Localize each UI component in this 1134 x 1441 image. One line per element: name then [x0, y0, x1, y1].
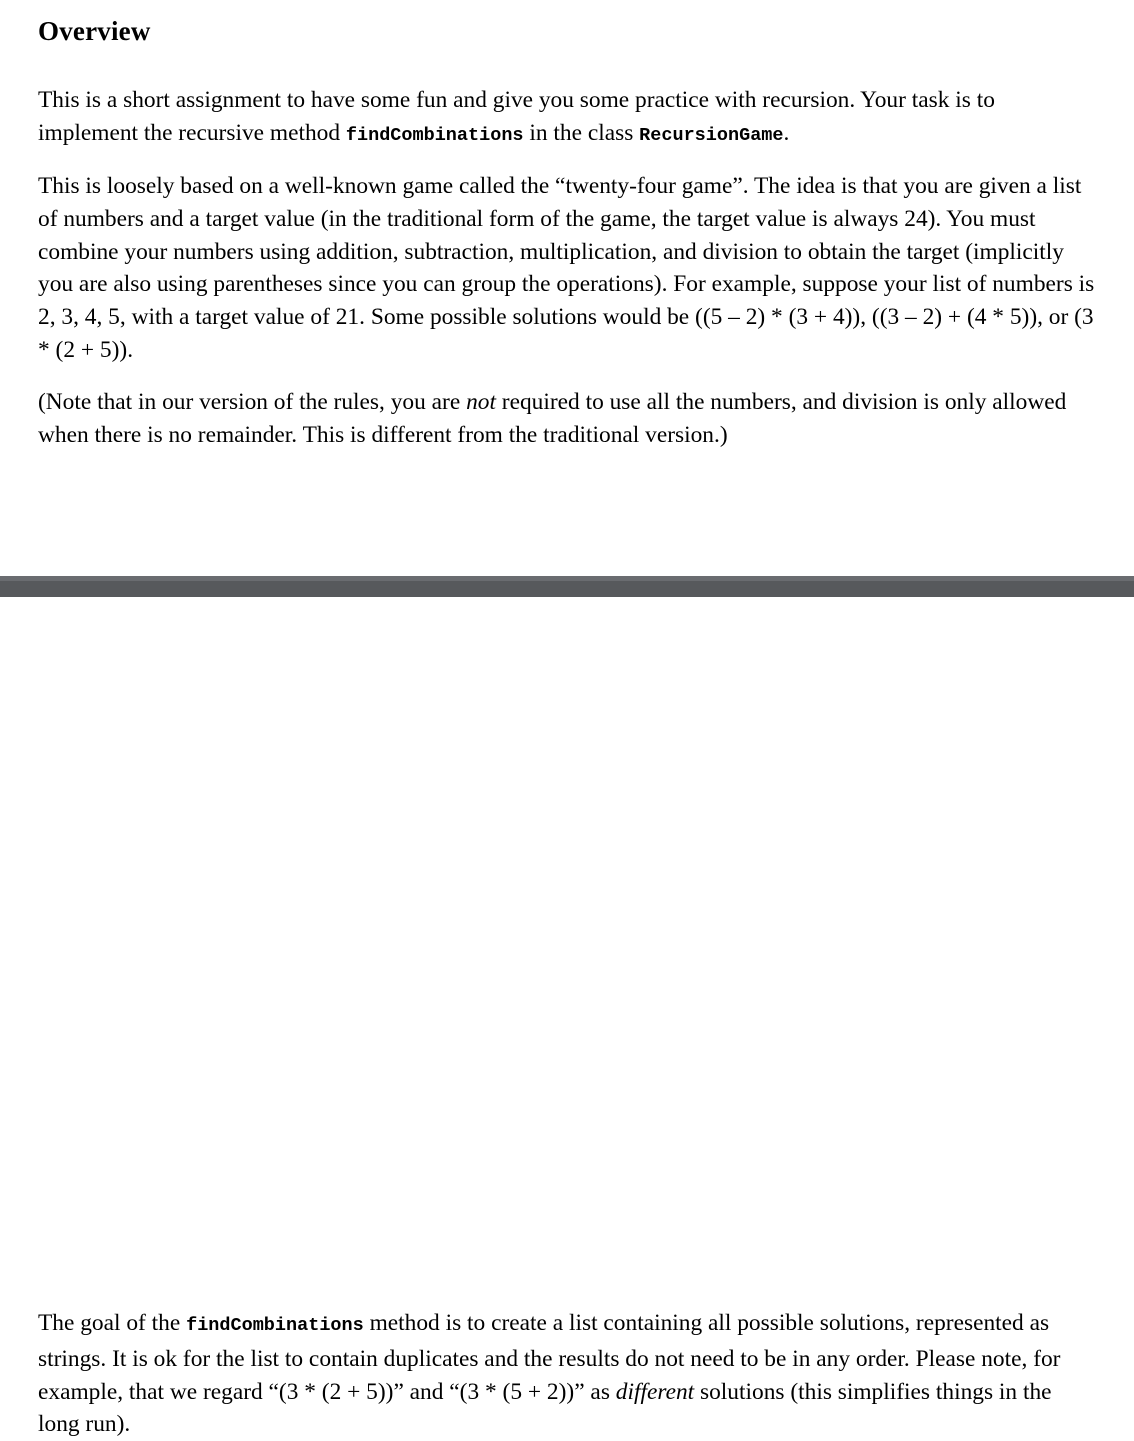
method-name-code: findCombinations	[345, 124, 524, 146]
method-name-code: findCombinations	[186, 1315, 364, 1336]
goal-text-3: solutions (this simplifies things in the long run).	[38, 1378, 1052, 1438]
note-text-1: (Note that in our version of the rules, you are	[38, 389, 467, 415]
intro-text-2: in the class	[523, 119, 640, 146]
intro-paragraph	[38, 84, 1098, 153]
game-description-paragraph: This is loosely based on a well-known game called the “twenty-four game”. The idea is that you are given a list of numbers and a target value (in the traditional form of the game, the target value is always 24). You must combine your numbers using addition, subtraction, multiplication, and division to obtain the target (implicitly you are also using parentheses since you can group the operations). For example, suppose your list of numbers is 2, 3, 4, 5, with a target value of 21. Some possible solutions would be ((5 – 2) * (3 + 4)), ((3 – 2) + (4 * 5)), or (3 * (2 + 5)).	[38, 173, 1095, 363]
goal-text-1: The goal of the	[38, 1310, 187, 1336]
rules-note-paragraph	[38, 386, 1098, 452]
section-heading: Overview	[38, 16, 151, 46]
document-page-top	[0, 0, 1134, 576]
note-emphasis: not	[466, 389, 496, 415]
page-break-separator	[0, 576, 1134, 597]
goal-text-2: method is to create a list containing all possible solutions, represented as strings. It is ok for the list to contain duplicates and the results do not need to be in any order. Please note, for example, that we regard “(3 * (2 + 5))” and “(3 * (5 + 2))” as	[38, 1310, 1061, 1405]
document-page-bottom	[0, 597, 1134, 1438]
note-text-2: required to use all the numbers, and division is only allowed when there is no remainder. This is different from the traditional version.)	[38, 389, 1067, 448]
intro-text-1: This is a short assignment to have some fun and give you some practice with recursion. Your task is to implement the recursive method	[38, 87, 995, 146]
goal-paragraph	[38, 1307, 1098, 1441]
class-name-code: RecursionGame	[639, 124, 784, 146]
page-break-edge	[0, 576, 1134, 581]
goal-emphasis: different	[615, 1378, 695, 1405]
intro-text-3: .	[783, 119, 790, 146]
